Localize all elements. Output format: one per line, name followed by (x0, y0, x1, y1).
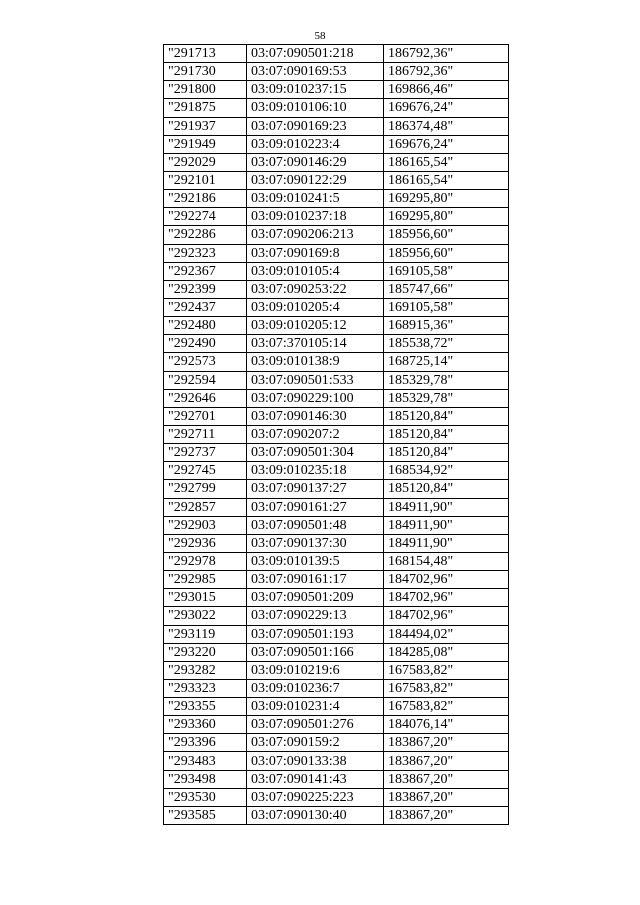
amount-cell: 186165,54" (384, 171, 509, 189)
cadastral-number-cell: 03:09:010231:4 (247, 698, 384, 716)
row-id-cell: "291937 (164, 117, 247, 135)
table-row (164, 335, 509, 353)
table-row (164, 698, 509, 716)
cadastral-number-cell: 03:09:010237:18 (247, 208, 384, 226)
row-id-cell: "292985 (164, 571, 247, 589)
cadastral-number-cell: 03:07:090501:48 (247, 516, 384, 534)
cadastral-number-cell: 03:09:010235:18 (247, 462, 384, 480)
row-id-cell: "292437 (164, 298, 247, 316)
amount-cell: 185538,72" (384, 335, 509, 353)
amount-cell: 183867,20" (384, 734, 509, 752)
cadastral-number-cell: 03:09:010223:4 (247, 135, 384, 153)
table-row (164, 534, 509, 552)
cadastral-number-cell: 03:09:010139:5 (247, 552, 384, 570)
table-row (164, 661, 509, 679)
cadastral-number-cell: 03:07:090146:30 (247, 407, 384, 425)
row-id-cell: "292186 (164, 190, 247, 208)
amount-cell: 169676,24" (384, 99, 509, 117)
row-id-cell: "292101 (164, 171, 247, 189)
table-row (164, 607, 509, 625)
cadastral-number-cell: 03:07:090501:209 (247, 589, 384, 607)
cadastral-number-cell: 03:07:090501:218 (247, 45, 384, 63)
cadastral-number-cell: 03:07:090137:30 (247, 534, 384, 552)
cadastral-number-cell: 03:09:010205:4 (247, 298, 384, 316)
amount-cell: 183867,20" (384, 788, 509, 806)
row-id-cell: "292903 (164, 516, 247, 534)
row-id-cell: "293220 (164, 643, 247, 661)
cadastral-number-cell: 03:07:370105:14 (247, 335, 384, 353)
row-id-cell: "292323 (164, 244, 247, 262)
table-row (164, 552, 509, 570)
row-id-cell: "291730 (164, 63, 247, 81)
row-id-cell: "292490 (164, 335, 247, 353)
row-id-cell: "292745 (164, 462, 247, 480)
amount-cell: 169105,58" (384, 262, 509, 280)
amount-cell: 186165,54" (384, 153, 509, 171)
table-row (164, 625, 509, 643)
cadastral-number-cell: 03:07:090161:27 (247, 498, 384, 516)
row-id-cell: "292399 (164, 280, 247, 298)
table-row (164, 643, 509, 661)
amount-cell: 184285,08" (384, 643, 509, 661)
amount-cell: 184911,90" (384, 516, 509, 534)
row-id-cell: "293323 (164, 679, 247, 697)
row-id-cell: "293483 (164, 752, 247, 770)
amount-cell: 184702,96" (384, 607, 509, 625)
table-row (164, 63, 509, 81)
amount-cell: 167583,82" (384, 698, 509, 716)
row-id-cell: "293282 (164, 661, 247, 679)
cadastral-number-cell: 03:07:090501:276 (247, 716, 384, 734)
row-id-cell: "293360 (164, 716, 247, 734)
table-row (164, 171, 509, 189)
table-row (164, 280, 509, 298)
amount-cell: 185120,84" (384, 480, 509, 498)
cadastral-number-cell: 03:09:010138:9 (247, 353, 384, 371)
cadastral-number-cell: 03:07:090161:17 (247, 571, 384, 589)
table-row (164, 498, 509, 516)
cadastral-number-cell: 03:07:090159:2 (247, 734, 384, 752)
amount-cell: 185747,66" (384, 280, 509, 298)
row-id-cell: "293585 (164, 806, 247, 824)
row-id-cell: "293530 (164, 788, 247, 806)
amount-cell: 183867,20" (384, 806, 509, 824)
row-id-cell: "293498 (164, 770, 247, 788)
row-id-cell: "292799 (164, 480, 247, 498)
amount-cell: 184911,90" (384, 534, 509, 552)
table-row (164, 716, 509, 734)
table-row (164, 371, 509, 389)
amount-cell: 184702,96" (384, 589, 509, 607)
amount-cell: 167583,82" (384, 661, 509, 679)
table-row (164, 571, 509, 589)
table-row (164, 679, 509, 697)
table-row (164, 752, 509, 770)
row-id-cell: "292274 (164, 208, 247, 226)
cadastral-number-cell: 03:07:090229:100 (247, 389, 384, 407)
cadastral-number-cell: 03:09:010236:7 (247, 679, 384, 697)
amount-cell: 169676,24" (384, 135, 509, 153)
table-row (164, 190, 509, 208)
table-row (164, 45, 509, 63)
cadastral-number-cell: 03:07:090169:23 (247, 117, 384, 135)
amount-cell: 185120,84" (384, 444, 509, 462)
cadastral-number-cell: 03:07:090122:29 (247, 171, 384, 189)
row-id-cell: "292978 (164, 552, 247, 570)
amount-cell: 169866,46" (384, 81, 509, 99)
amount-cell: 169105,58" (384, 298, 509, 316)
amount-cell: 167583,82" (384, 679, 509, 697)
row-id-cell: "291875 (164, 99, 247, 117)
amount-cell: 169295,80" (384, 190, 509, 208)
cadastral-number-cell: 03:07:090253:22 (247, 280, 384, 298)
table-row (164, 589, 509, 607)
table-row (164, 734, 509, 752)
row-id-cell: "292936 (164, 534, 247, 552)
cadastral-number-cell: 03:09:010241:5 (247, 190, 384, 208)
row-id-cell: "292701 (164, 407, 247, 425)
cadastral-number-cell: 03:07:090229:13 (247, 607, 384, 625)
table-row (164, 806, 509, 824)
cadastral-number-cell: 03:09:010105:4 (247, 262, 384, 280)
row-id-cell: "292480 (164, 317, 247, 335)
table-row (164, 353, 509, 371)
cadastral-number-cell: 03:07:090501:193 (247, 625, 384, 643)
table-row (164, 244, 509, 262)
amount-cell: 184911,90" (384, 498, 509, 516)
amount-cell: 184702,96" (384, 571, 509, 589)
amount-cell: 185956,60" (384, 226, 509, 244)
amount-cell: 185120,84" (384, 425, 509, 443)
row-id-cell: "293355 (164, 698, 247, 716)
table-row (164, 516, 509, 534)
amount-cell: 168154,48" (384, 552, 509, 570)
amount-cell: 184076,14" (384, 716, 509, 734)
cadastral-number-cell: 03:07:090169:8 (247, 244, 384, 262)
table-row (164, 770, 509, 788)
table-row (164, 81, 509, 99)
cadastral-number-cell: 03:07:090207:2 (247, 425, 384, 443)
amount-cell: 183867,20" (384, 752, 509, 770)
table-row (164, 480, 509, 498)
cadastral-number-cell: 03:07:090133:38 (247, 752, 384, 770)
page-number: 58 (314, 30, 326, 42)
table-row (164, 788, 509, 806)
row-id-cell: "293022 (164, 607, 247, 625)
table-row (164, 135, 509, 153)
amount-cell: 183867,20" (384, 770, 509, 788)
table-row (164, 226, 509, 244)
cadastral-number-cell: 03:07:090141:43 (247, 770, 384, 788)
cadastral-number-cell: 03:07:090501:533 (247, 371, 384, 389)
table-row (164, 262, 509, 280)
cadastral-number-cell: 03:07:090225:223 (247, 788, 384, 806)
data-table (163, 44, 509, 825)
table-row (164, 298, 509, 316)
amount-cell: 186792,36" (384, 45, 509, 63)
amount-cell: 185329,78" (384, 371, 509, 389)
table-row (164, 208, 509, 226)
row-id-cell: "292367 (164, 262, 247, 280)
cadastral-number-cell: 03:07:090206:213 (247, 226, 384, 244)
row-id-cell: "293396 (164, 734, 247, 752)
amount-cell: 169295,80" (384, 208, 509, 226)
table-row (164, 444, 509, 462)
cadastral-number-cell: 03:07:090501:166 (247, 643, 384, 661)
amount-cell: 185329,78" (384, 389, 509, 407)
row-id-cell: "292711 (164, 425, 247, 443)
amount-cell: 168915,36" (384, 317, 509, 335)
cadastral-number-cell: 03:09:010219:6 (247, 661, 384, 679)
cadastral-number-cell: 03:07:090130:40 (247, 806, 384, 824)
amount-cell: 185120,84" (384, 407, 509, 425)
table-row (164, 153, 509, 171)
table-body (164, 45, 509, 825)
row-id-cell: "292286 (164, 226, 247, 244)
cadastral-number-cell: 03:09:010205:12 (247, 317, 384, 335)
table-row (164, 389, 509, 407)
row-id-cell: "292857 (164, 498, 247, 516)
row-id-cell: "291949 (164, 135, 247, 153)
table-row (164, 407, 509, 425)
row-id-cell: "292594 (164, 371, 247, 389)
cadastral-number-cell: 03:07:090169:53 (247, 63, 384, 81)
table-row (164, 462, 509, 480)
row-id-cell: "293119 (164, 625, 247, 643)
amount-cell: 185956,60" (384, 244, 509, 262)
cadastral-number-cell: 03:07:090501:304 (247, 444, 384, 462)
row-id-cell: "291713 (164, 45, 247, 63)
row-id-cell: "292029 (164, 153, 247, 171)
amount-cell: 186792,36" (384, 63, 509, 81)
row-id-cell: "291800 (164, 81, 247, 99)
cadastral-number-cell: 03:07:090146:29 (247, 153, 384, 171)
table-row (164, 99, 509, 117)
row-id-cell: "292573 (164, 353, 247, 371)
table-row (164, 117, 509, 135)
amount-cell: 184494,02" (384, 625, 509, 643)
cadastral-number-cell: 03:09:010106:10 (247, 99, 384, 117)
cadastral-number-cell: 03:07:090137:27 (247, 480, 384, 498)
amount-cell: 168534,92" (384, 462, 509, 480)
row-id-cell: "292646 (164, 389, 247, 407)
row-id-cell: "293015 (164, 589, 247, 607)
amount-cell: 168725,14" (384, 353, 509, 371)
row-id-cell: "292737 (164, 444, 247, 462)
amount-cell: 186374,48" (384, 117, 509, 135)
cadastral-number-cell: 03:09:010237:15 (247, 81, 384, 99)
table-row (164, 317, 509, 335)
table-row (164, 425, 509, 443)
